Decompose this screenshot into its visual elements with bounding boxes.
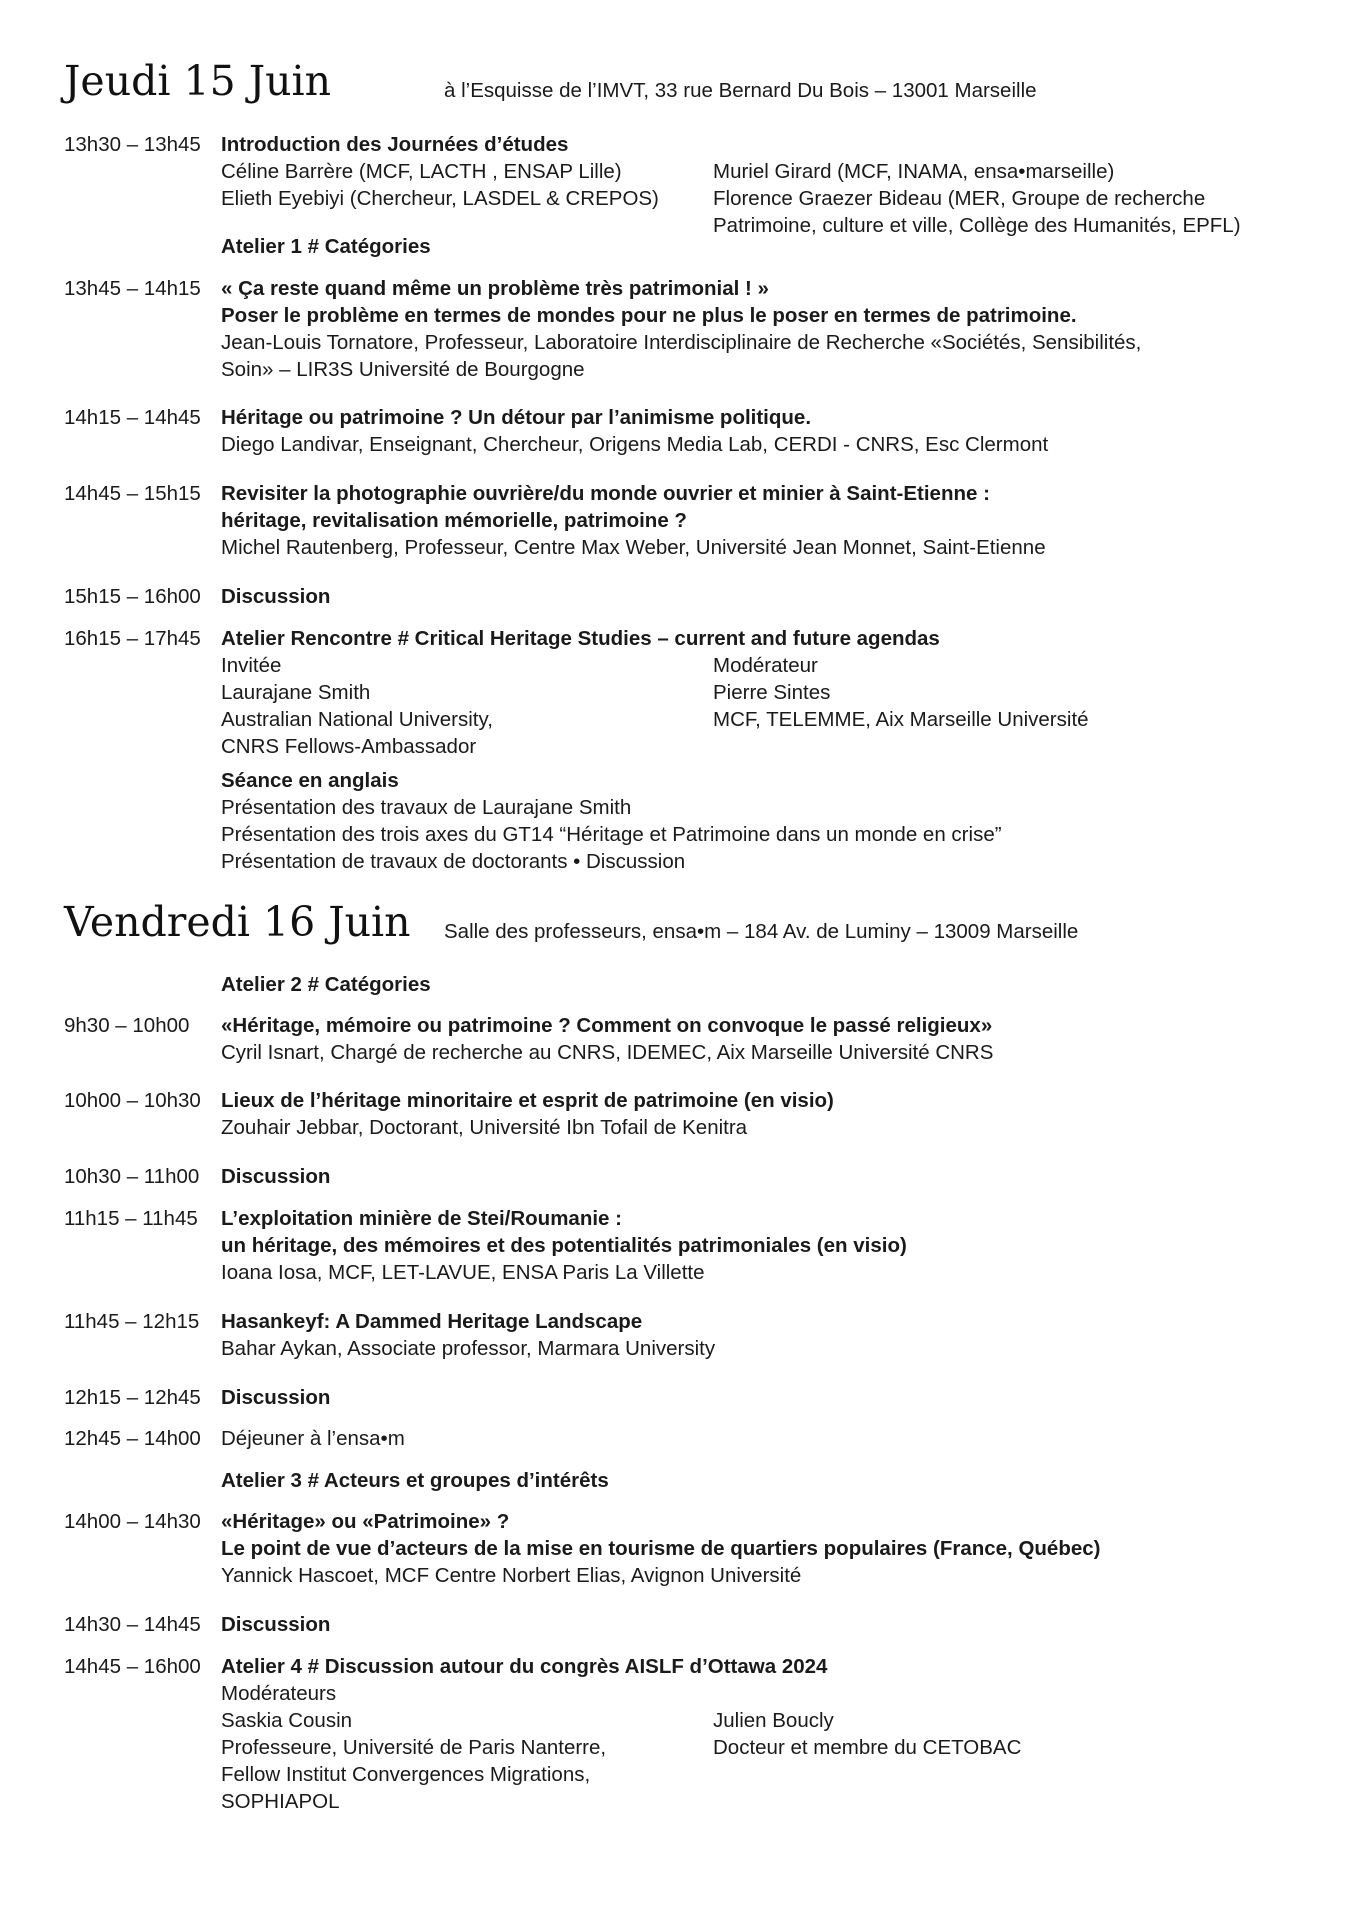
speaker-line: Zouhair Jebbar, Doctorant, Université Ibn Tofail de Kenitra [221,1116,748,1139]
session-time: 13h45 – 14h15 [64,277,201,300]
session-title: Introduction des Journées d’études [221,133,569,156]
session-title: «Héritage» ou «Patrimoine» ? [221,1510,510,1533]
session-title: Discussion [221,585,331,608]
person-line: MCF, TELEMME, Aix Marseille Université [713,708,1089,731]
session-time: 12h45 – 14h00 [64,1427,201,1450]
session-content [221,1653,1327,1815]
session-time: 14h15 – 14h45 [64,406,201,429]
session-title: Atelier 4 # Discussion autour du congrès AISLF d’Ottawa 2024 [221,1655,828,1678]
session-title: Lieux de l’héritage minoritaire et esprit de patrimoine (en visio) [221,1089,834,1112]
people-column-right [713,1707,1021,1761]
session-content [221,1205,1327,1286]
session-title: «Héritage, mémoire ou patrimoine ? Comment on convoque le passé religieux» [221,1014,993,1037]
person-line: Modérateur [713,654,818,677]
session-people [221,1707,1327,1815]
session-title: L’exploitation minière de Stei/Roumanie : [221,1207,622,1230]
session-time: 10h00 – 10h30 [64,1089,201,1112]
venue: Salle des professeurs, ensa•m – 184 Av. de Luminy – 13009 Marseille [444,920,1079,943]
session-title: Discussion [221,1165,331,1188]
speaker-line: Michel Rautenberg, Professeur, Centre Max Weber, Université Jean Monnet, Saint-Etienne [221,536,1046,559]
atelier-title: Atelier 3 # Acteurs et groupes d’intérêts [221,1469,609,1492]
speaker-line: Yannick Hascoet, MCF Centre Norbert Elias, Avignon Université [221,1564,802,1587]
day-title: Vendredi 16 Juin [64,898,411,946]
session-content [221,1012,1327,1066]
atelier-title: Atelier 1 # Catégories [221,235,431,258]
sub-title: Séance en anglais [221,769,399,792]
session-title: Poser le problème en termes de mondes pour ne plus le poser en termes de patrimoine. [221,304,1077,327]
person-line: Pierre Sintes [713,681,831,704]
session-time: 14h00 – 14h30 [64,1510,201,1533]
speaker-line: Ioana Iosa, MCF, LET-LAVUE, ENSA Paris La Villette [221,1261,705,1284]
people-column-right [713,158,1241,239]
session-title: Discussion [221,1613,331,1636]
session-time: 11h15 – 11h45 [64,1207,198,1230]
person-line: Saskia Cousin [221,1709,353,1732]
person-line: Laurajane Smith [221,681,371,704]
person-line: Fellow Institut Convergences Migrations, [221,1763,591,1786]
session-people [221,158,1327,237]
session-time: 11h45 – 12h15 [64,1310,200,1333]
session-time: 16h15 – 17h45 [64,627,201,650]
person-line: Muriel Girard (MCF, INAMA, ensa•marseille) [713,160,1115,183]
session-time: 10h30 – 11h00 [64,1165,200,1188]
sub-line: Présentation des travaux de Laurajane Smith [221,796,632,819]
speaker-line: Diego Landivar, Enseignant, Chercheur, Origens Media Lab, CERDI - CNRS, Esc Clermont [221,433,1049,456]
day-title: Jeudi 15 Juin [64,57,332,105]
person-line: Patrimoine, culture et ville, Collège des Humanités, EPFL) [713,214,1241,237]
session-content [221,480,1327,561]
session-title: Héritage ou patrimoine ? Un détour par l’animisme politique. [221,406,812,429]
speaker-line: Soin» – LIR3S Université de Bourgogne [221,358,585,381]
session-title: Atelier Rencontre # Critical Heritage Studies – current and future agendas [221,627,940,650]
person-line: Professeure, Université de Paris Nanterre, [221,1736,607,1759]
session-title: Hasankeyf: A Dammed Heritage Landscape [221,1310,643,1333]
session-title: héritage, revitalisation mémorielle, patrimoine ? [221,509,687,532]
person-line: Docteur et membre du CETOBAC [713,1736,1022,1759]
moderators-label: Modérateurs [221,1682,337,1705]
session-title: Revisiter la photographie ouvrière/du monde ouvrier et minier à Saint-Etienne : [221,482,990,505]
sub-line: Présentation de travaux de doctorants • Discussion [221,850,686,873]
session-title: Le point de vue d’acteurs de la mise en tourisme de quartiers populaires (France, Québec) [221,1537,1101,1560]
session-title: Discussion [221,1386,331,1409]
speaker-line: Bahar Aykan, Associate professor, Marmara University [221,1337,716,1360]
session-time: 14h30 – 14h45 [64,1613,201,1636]
session-title: un héritage, des mémoires et des potentialités patrimoniales (en visio) [221,1234,907,1257]
session-time: 12h15 – 12h45 [64,1386,201,1409]
atelier-title: Atelier 2 # Catégories [221,973,431,996]
session-title: « Ça reste quand même un problème très patrimonial ! » [221,277,769,300]
session-content [221,404,1327,458]
session-content [221,1308,1327,1362]
people-column-right [713,652,1089,733]
session-text: Déjeuner à l’ensa•m [221,1427,405,1450]
day-header [64,56,331,106]
session-content [221,1087,1327,1141]
person-line: SOPHIAPOL [221,1790,340,1813]
speaker-line: Jean-Louis Tornatore, Professeur, Laboratoire Interdisciplinaire de Recherche «Sociétés, Sensibilités, [221,331,1142,354]
speaker-line: Cyril Isnart, Chargé de recherche au CNRS, IDEMEC, Aix Marseille Université CNRS [221,1041,994,1064]
person-line: CNRS Fellows-Ambassador [221,735,477,758]
person-line: Invitée [221,654,282,677]
session-time: 13h30 – 13h45 [64,133,201,156]
person-line: Céline Barrère (MCF, LACTH , ENSAP Lille) [221,160,622,183]
session-people [221,652,1327,760]
person-line: Elieth Eyebiyi (Chercheur, LASDEL & CREPOS) [221,187,659,210]
sub-line: Présentation des trois axes du GT14 “Héritage et Patrimoine dans un monde en crise” [221,823,1002,846]
session-time: 14h45 – 15h15 [64,482,201,505]
session-time: 14h45 – 16h00 [64,1655,201,1678]
person-line: Julien Boucly [713,1709,834,1732]
venue: à l’Esquisse de l’IMVT, 33 rue Bernard Du Bois – 13001 Marseille [444,79,1037,102]
person-line: Australian National University, [221,708,493,731]
session-content [221,131,1327,237]
day-header [64,897,411,947]
session-content [221,1508,1327,1589]
session-content [221,625,1327,875]
session-content [221,275,1327,383]
session-time: 15h15 – 16h00 [64,585,201,608]
person-line: Florence Graezer Bideau (MER, Groupe de recherche [713,187,1206,210]
session-time: 9h30 – 10h00 [64,1014,190,1037]
